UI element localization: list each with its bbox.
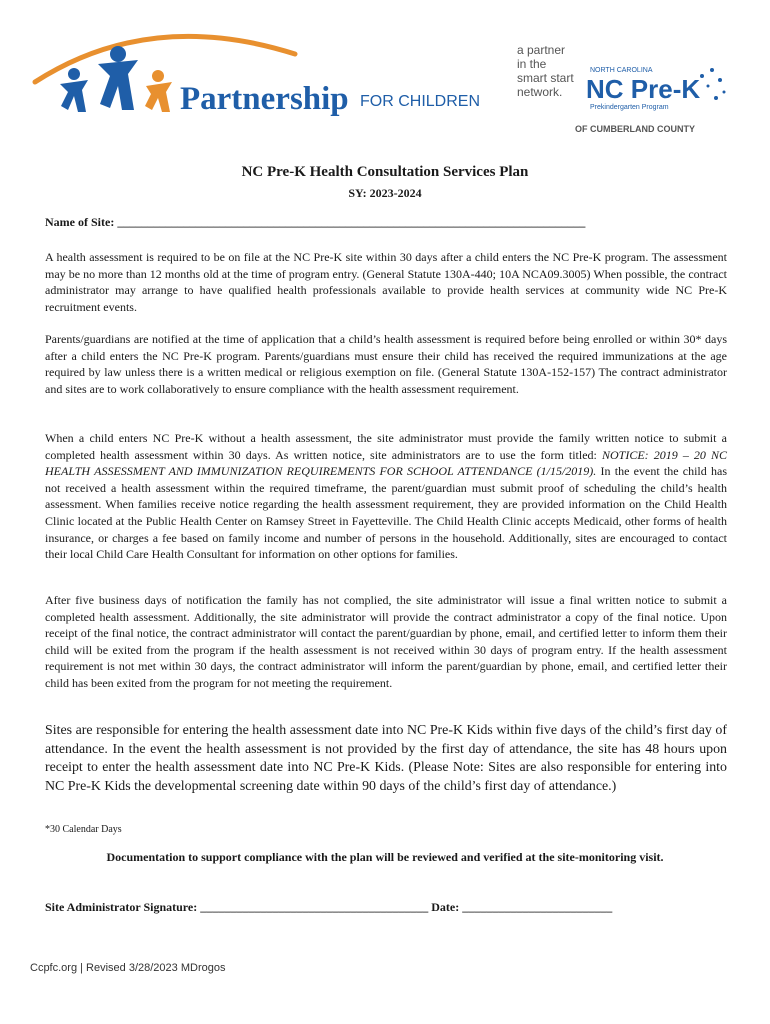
paragraph-health-assessment: A health assessment is required to be on file at the NC Pre-K site within 30 days after a child enters the NC Pre-K program. The assessment may be no more than 12 months old at the time of program entry. (General Statute 130A-440; 10A NCA09.3005) When possible, the contract administrator may arrange to have qualified health professionals available to provide health services at community wide NC Pre-K recruitment events. bbox=[45, 250, 727, 314]
calendar-days-note: *30 Calendar Days bbox=[45, 824, 122, 835]
paragraph-final-notice: After five business days of notification the family has not complied, the site administrator will issue a final written notice to submit a completed health assessment. Additionally, the site administrator will provide the contract administrator a copy of the final notice. Upon receipt of the final notice, the contract administrator will contact the parent/guardian by phone, email, and certified letter to inform them their child will be exited from the program if the health assessment is not received within 30 days of program entry. If the health assessment requirement is not met within 30 days, the contract administrator will inform the parent/guardian by phone, email, and certified letter their child has been exited from the program for not meeting the requirement. bbox=[45, 593, 727, 690]
page-title: NC Pre-K Health Consultation Services Plan bbox=[241, 164, 529, 180]
letterhead bbox=[30, 14, 740, 144]
signature-label: Site Administrator Signature: bbox=[45, 900, 198, 914]
logo-for-text: FOR CHILDREN bbox=[360, 93, 481, 110]
nc-prek-text: NC Pre-K bbox=[586, 74, 701, 104]
school-year: SY: 2023-2024 bbox=[348, 186, 422, 200]
paragraph-text: In the event the child has not received a health assessment within the required timeframe, the parent/guardian must submit proof of scheduling the child’s health assessment. When families receive notice regarding the health assessment requirement, they are provided information on the Child Health Clinic located at the Public Health Center on Ramsey Street in Fayetteville. The Child Health Clinic accepts Medicaid, other forms of health insurance, or charges a fee based on family income and number of persons in the household. Additionally, sites are encouraged to contact their local Child Care Health Consultant for information on other options for families. bbox=[45, 464, 727, 562]
smart-start-line: network. bbox=[517, 85, 563, 99]
signature-row[interactable] bbox=[45, 900, 612, 915]
form-title: NOTICE: 2019 – 20 NC HEALTH ASSESSMENT AND IMMUNIZATION REQUIREMENTS FOR SCHOOL ATTENDANCE (1/15/2019). bbox=[45, 447, 727, 479]
site-name-blank[interactable]: ______________________________________________________________________________ bbox=[117, 215, 586, 229]
smart-start-line: in the bbox=[517, 57, 547, 71]
signature-blank[interactable]: ______________________________________ bbox=[200, 900, 429, 914]
nc-prek-logo bbox=[586, 67, 726, 111]
site-name-label: Name of Site: bbox=[45, 215, 115, 229]
site-name-field[interactable] bbox=[45, 215, 585, 230]
footer: Ccpfc.org | Revised 3/28/2023 MDrogos bbox=[30, 962, 226, 974]
documentation-note: Documentation to support compliance with the plan will be reviewed and verified at the site-monitoring visit. bbox=[106, 850, 664, 864]
date-blank[interactable]: _________________________ bbox=[462, 900, 613, 914]
paragraph-data-entry: Sites are responsible for entering the health assessment date into NC Pre-K Kids within five days of the child’s first day of attendance. In the event the health assessment is not provided by the first day of attendance, the site has 48 hours upon receipt to enter the health assessment date into NC Pre-K Kids. (Please Note: Sites are also responsible for entering into NC Pre-K Kids the developmental screening date within 90 days of the child’s first day of attendance.) bbox=[45, 723, 727, 794]
paragraph-text: When a child enters NC Pre-K without a health assessment, the site administrator must provide the family written notice to submit a completed health assessment within 30 days. As written notice, site administrators are to use the form titled: bbox=[45, 431, 727, 462]
date-label: Date: bbox=[431, 900, 460, 914]
logo-main-text: Partnership bbox=[180, 81, 349, 117]
smart-start-logo bbox=[517, 43, 574, 99]
smart-start-line: a partner bbox=[517, 43, 566, 57]
county-text: OF CUMBERLAND COUNTY bbox=[575, 124, 695, 134]
stars-icon bbox=[700, 68, 726, 100]
paragraph-written-notice bbox=[45, 430, 727, 563]
partnership-logo bbox=[30, 14, 740, 144]
smart-start-line: smart start bbox=[517, 71, 574, 85]
paragraph-parent-notification: Parents/guardians are notified at the time of application that a child’s health assessment is required before being enrolled or within 30* days after a child enters the NC Pre-K program. Parents/guardians must ensure their child has received the required immunizations at the age required by law unless there is a written medical or religious exemption on file. (General Statute 130A-152-157) The contract administrator and sites are to work collaboratively to ensure compliance with the health assessment requirement. bbox=[45, 332, 727, 396]
nc-state-text: NORTH CAROLINA bbox=[590, 67, 653, 74]
nc-program-text: Prekindergarten Program bbox=[590, 104, 669, 111]
children-figures-icon bbox=[60, 46, 172, 112]
